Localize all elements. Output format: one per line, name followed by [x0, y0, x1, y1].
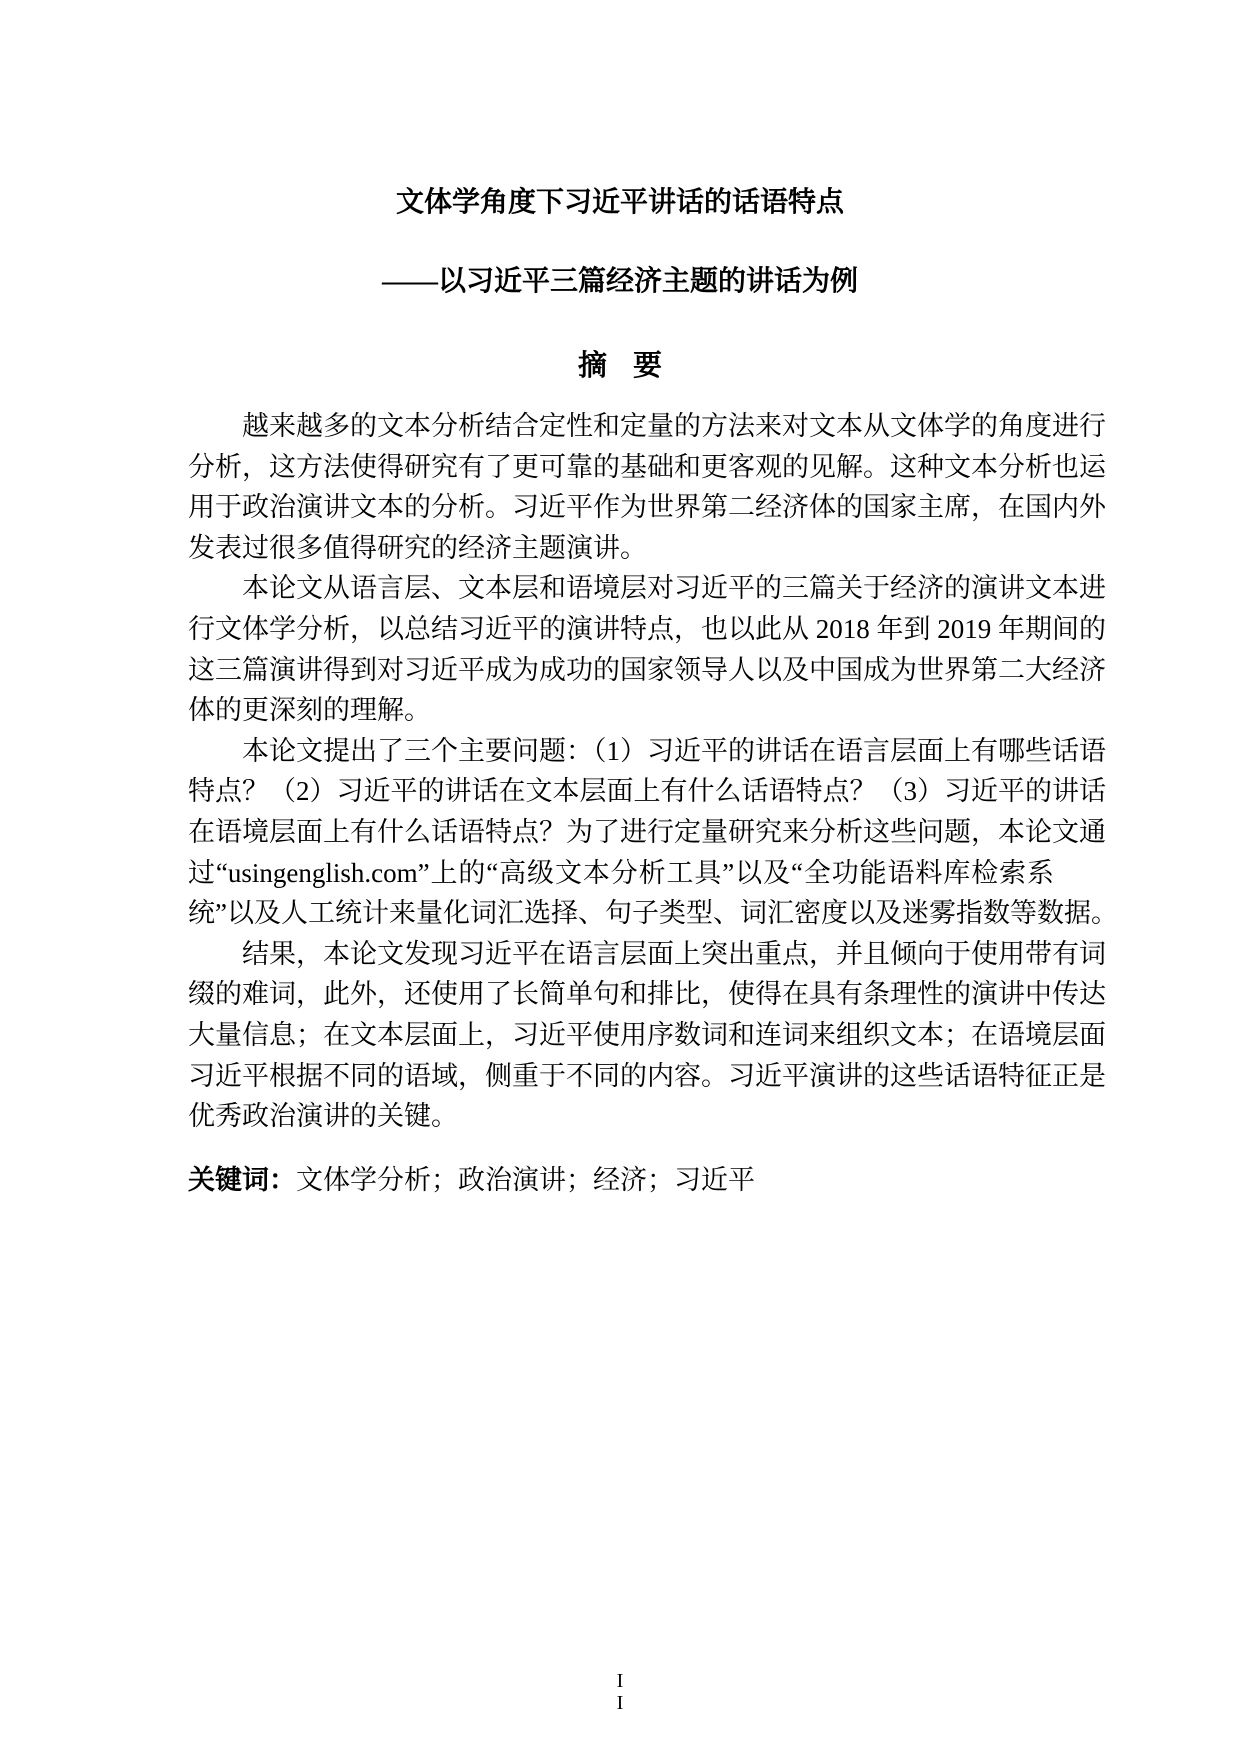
paragraph-line: 用于政治演讲文本的分析。习近平作为世界第二经济体的国家主席，在国内外	[188, 492, 1106, 523]
keywords-value: 文体学分析；政治演讲；经济；习近平	[296, 1165, 755, 1195]
paragraph-line: 行文体学分析，以总结习近平的演讲特点，也以此从 2018 年到 2019 年期间的	[188, 613, 1106, 644]
page-number-line-2: I	[616, 1692, 624, 1714]
paragraph-line: 越来越多的文本分析结合定性和定量的方法来对文本从文体学的角度进行	[242, 411, 1106, 441]
thesis-subtitle: ——以习近平三篇经济主题的讲话为例	[381, 266, 858, 297]
abstract-paragraph	[188, 568, 1106, 730]
paragraph-line: 习近平根据不同的语域，侧重于不同的内容。习近平演讲的这些话语特征正是	[188, 1060, 1106, 1091]
paragraph-line: 体的更深刻的理解。	[188, 695, 431, 726]
page-number-line-1: I	[616, 1670, 624, 1692]
abstract-paragraph	[188, 934, 1106, 1137]
paragraph-line: 优秀政治演讲的关键。	[188, 1101, 458, 1132]
paragraph-line: 本论文提出了三个主要问题：（1）习近平的讲话在语言层面上有哪些话语	[242, 735, 1106, 766]
keywords-label: 关键词：	[188, 1165, 296, 1195]
paragraph-line: 本论文从语言层、文本层和语境层对习近平的三篇关于经济的演讲文本进	[242, 573, 1106, 604]
thesis-title: 文体学角度下习近平讲话的话语特点	[395, 187, 844, 218]
paragraph-line: 结果，本论文发现习近平在语言层面上突出重点，并且倾向于使用带有词	[242, 938, 1106, 969]
abstract-paragraph	[188, 731, 1118, 934]
paragraph-line: 发表过很多值得研究的经济主题演讲。	[188, 532, 647, 563]
paragraph-line: 缀的难词，此外，还使用了长简单句和排比，使得在具有条理性的演讲中传达	[188, 979, 1106, 1010]
paragraph-line: 过“usingenglish.com”上的“高级文本分析工具”以及“全功能语料库检索系	[188, 857, 1054, 888]
paragraph-line: 在语境层面上有什么话语特点？为了进行定量研究来分析这些问题，本论文通	[188, 816, 1106, 847]
paragraph-line: 这三篇演讲得到对习近平成为成功的国家领导人以及中国成为世界第二大经济	[188, 654, 1106, 685]
abstract-body	[188, 406, 1118, 1137]
paragraph-line: 统”以及人工统计来量化词汇选择、句子类型、词汇密度以及迷雾指数等数据。	[188, 898, 1118, 929]
paragraph-line: 特点？（2）习近平的讲话在文本层面上有什么话语特点？（3）习近平的讲话	[188, 776, 1106, 807]
abstract-paragraph	[188, 406, 1106, 568]
paragraph-line: 分析，这方法使得研究有了更可靠的基础和更客观的见解。这种文本分析也运	[188, 451, 1106, 482]
abstract-heading: 摘要	[577, 350, 688, 382]
keywords	[188, 1160, 755, 1200]
paragraph-line: 大量信息；在文本层面上，习近平使用序数词和连词来组织文本；在语境层面	[188, 1019, 1106, 1050]
